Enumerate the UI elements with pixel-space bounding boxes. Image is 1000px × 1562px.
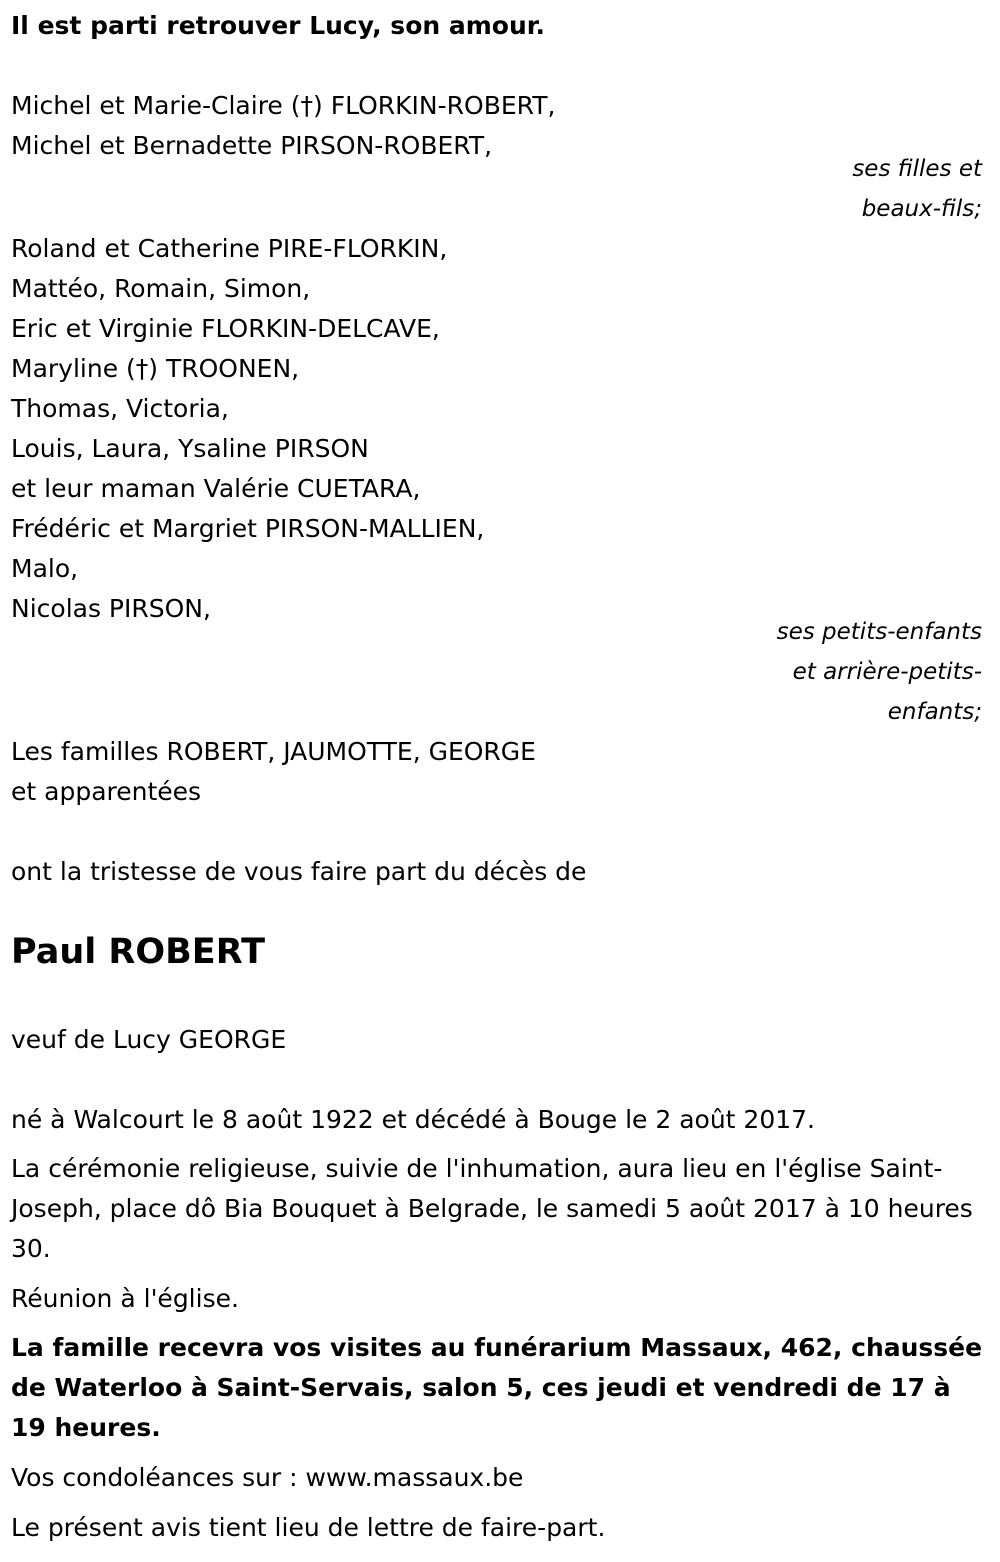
family-line: Louis, Laura, Ysaline PIRSON bbox=[11, 434, 369, 463]
condolences-text: Vos condoléances sur : www.massaux.be bbox=[11, 1463, 524, 1492]
birth-death-text: né à Walcourt le 8 août 1922 et décédé à Bouge le 2 août 2017. bbox=[11, 1105, 816, 1134]
family-line: Mattéo, Romain, Simon, bbox=[11, 274, 311, 303]
family-line: Frédéric et Margriet PIRSON-MALLIEN, bbox=[11, 514, 485, 543]
relation-label: ses petits-enfants bbox=[776, 619, 982, 645]
visits-text: La famille recevra vos visites au funérarium Massaux, 462, chaussée de Waterloo à Saint-Servais, salon 5, ces jeudi et vendredi de 17 à 19 heures. bbox=[11, 1333, 983, 1442]
family-line: Eric et Virginie FLORKIN-DELCAVE, bbox=[11, 314, 440, 343]
relation-label: beaux-fils; bbox=[861, 196, 982, 222]
ceremony-text: La cérémonie religieuse, suivie de l'inhumation, aura lieu en l'église Saint-Joseph, place dô Bia Bouquet à Belgrade, le samedi 5 août 2017 à 10 heures 30. bbox=[11, 1154, 973, 1263]
announcement-text: ont la tristesse de vous faire part du décès de bbox=[11, 857, 587, 886]
family-line: Les familles ROBERT, JAUMOTTE, GEORGE bbox=[11, 737, 536, 766]
family-line: Michel et Bernadette PIRSON-ROBERT, bbox=[11, 131, 493, 160]
notice-text: Le présent avis tient lieu de lettre de faire-part. bbox=[11, 1513, 606, 1542]
relation-label: enfants; bbox=[887, 699, 982, 725]
family-line: Michel et Marie-Claire (†) FLORKIN-ROBERT, bbox=[11, 91, 556, 120]
family-line: Malo, bbox=[11, 554, 79, 583]
family-line: Roland et Catherine PIRE-FLORKIN, bbox=[11, 234, 448, 263]
meeting-text: Réunion à l'église. bbox=[11, 1284, 239, 1313]
relation-label: et arrière-petits- bbox=[792, 659, 982, 685]
deceased-name: Paul ROBERT bbox=[11, 932, 265, 972]
widower-text: veuf de Lucy GEORGE bbox=[11, 1025, 287, 1054]
family-line: et leur maman Valérie CUETARA, bbox=[11, 474, 421, 503]
relation-label: ses filles et bbox=[852, 156, 982, 182]
family-line: Nicolas PIRSON, bbox=[11, 594, 211, 623]
family-line: Maryline (†) TROONEN, bbox=[11, 354, 300, 383]
heading: Il est parti retrouver Lucy, son amour. bbox=[11, 11, 546, 40]
family-line: Thomas, Victoria, bbox=[11, 394, 229, 423]
family-line: et apparentées bbox=[11, 777, 202, 806]
